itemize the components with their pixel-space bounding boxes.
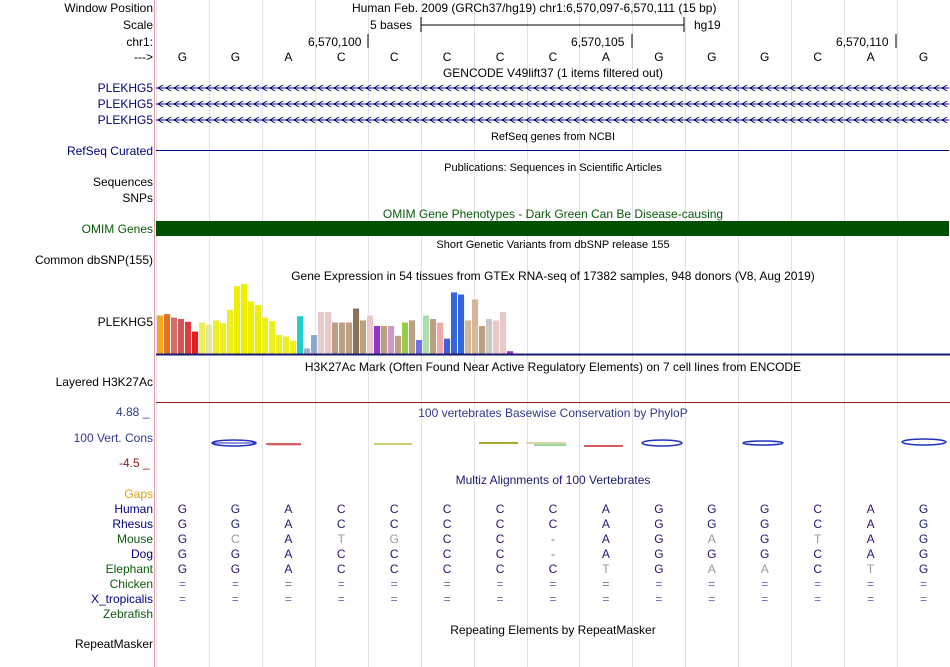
alignment-base: = xyxy=(602,592,610,606)
repeatmasker-track-title[interactable]: Repeating Elements by RepeatMasker xyxy=(450,623,656,637)
gtex-tissue-bar[interactable] xyxy=(402,323,408,355)
gtex-tissue-bar[interactable] xyxy=(318,312,324,354)
alignment-base: = xyxy=(814,592,822,606)
alignment-base: = xyxy=(655,577,663,591)
alignment-base: G xyxy=(654,562,664,576)
alignment-base: G xyxy=(760,517,770,531)
alignment-base: = xyxy=(761,577,769,591)
assembly-position-text: Human Feb. 2009 (GRCh37/hg19) chr1:6,570,097-6,570,111 (15 bp) xyxy=(352,1,717,15)
alignment-base: C xyxy=(495,517,505,531)
alignment-base: C xyxy=(813,502,822,516)
alignment-base: C xyxy=(813,517,822,531)
ruler-position-1: 6,570,100 xyxy=(308,35,362,49)
alignment-base: C xyxy=(548,502,558,516)
gencode-transcript-1[interactable] xyxy=(156,82,949,94)
alignment-base: = xyxy=(549,577,557,591)
phylop-min-label: -4.5 _ xyxy=(119,456,150,470)
alignment-base: C xyxy=(548,562,558,576)
alignment-base: A xyxy=(866,517,875,531)
alignment-base: G xyxy=(230,547,241,561)
alignment-base: A xyxy=(601,517,610,531)
alignment-base: C xyxy=(813,547,822,561)
alignment-base: = xyxy=(920,577,928,591)
alignment-base: G xyxy=(177,547,188,561)
gtex-tissue-bar[interactable] xyxy=(472,299,478,354)
gtex-tissue-bar[interactable] xyxy=(283,337,289,355)
alignment-base: G xyxy=(760,502,770,516)
alignment-base: A xyxy=(284,532,293,546)
window-position-label: Window Position xyxy=(64,1,153,15)
gtex-tissue-bar[interactable] xyxy=(451,292,457,354)
alignment-base: G xyxy=(177,517,188,531)
alignment-base: A xyxy=(284,502,293,516)
alignment-base: G xyxy=(230,502,241,516)
alignment-base: A xyxy=(760,562,769,576)
alignment-base: C xyxy=(495,547,505,561)
sequence-base: C xyxy=(813,50,822,64)
species-label-zebrafish[interactable]: Zebrafish xyxy=(102,607,153,621)
sequence-base: C xyxy=(389,50,399,64)
alignment-base: = xyxy=(761,592,769,606)
alignment-base: = xyxy=(390,592,398,606)
gtex-tissue-bar[interactable] xyxy=(444,339,450,354)
alignment-base: = xyxy=(814,577,822,591)
sequence-base: G xyxy=(760,50,770,64)
sequence-base: G xyxy=(918,50,929,64)
alignment-base: A xyxy=(284,517,293,531)
alignment-base: A xyxy=(707,562,716,576)
alignment-base: A xyxy=(866,532,875,546)
alignment-base: = xyxy=(867,592,875,606)
sequence-base: C xyxy=(495,50,505,64)
gtex-tissue-bar[interactable] xyxy=(374,326,380,354)
species-label-x_tropicalis[interactable]: X_tropicalis xyxy=(90,592,153,606)
alignment-base: A xyxy=(866,547,875,561)
gtex-tissue-bar[interactable] xyxy=(360,320,366,354)
alignment-base: = xyxy=(496,592,504,606)
gtex-tissue-bar[interactable] xyxy=(493,320,499,354)
alignment-base: C xyxy=(495,532,505,546)
phylop-peak-3 xyxy=(743,441,783,445)
alignment-base: C xyxy=(336,517,346,531)
alignment-base: G xyxy=(760,547,770,561)
species-label-elephant[interactable]: Elephant xyxy=(105,562,153,576)
alignment-base: C xyxy=(442,547,452,561)
alignment-base: T xyxy=(602,562,610,576)
alignment-base: G xyxy=(230,517,241,531)
gene-label-plekhg5-1[interactable]: PLEKHG5 xyxy=(97,81,153,95)
alignment-base: = xyxy=(337,592,345,606)
alignment-base: C xyxy=(442,562,452,576)
sequence-base: G xyxy=(177,50,188,64)
alignment-base: G xyxy=(230,562,241,576)
gtex-track-title[interactable]: Gene Expression in 54 tissues from GTEx RNA-seq of 17382 samples, 948 donors (V8, Aug 2019) xyxy=(291,269,815,283)
alignment-base: G xyxy=(654,517,664,531)
alignment-base: C xyxy=(389,547,399,561)
gtex-tissue-bar[interactable] xyxy=(248,302,254,355)
alignment-base: = xyxy=(390,577,398,591)
alignment-base: G xyxy=(918,532,929,546)
gtex-tissue-bar[interactable] xyxy=(185,322,191,354)
species-label-dog[interactable]: Dog xyxy=(130,547,153,561)
sidebar-divider xyxy=(154,0,155,667)
gtex-tissue-bar[interactable] xyxy=(409,320,415,354)
alignment-base: T xyxy=(866,562,875,576)
publications-track-title[interactable]: Publications: Sequences in Scientific Articles xyxy=(444,162,662,174)
alignment-base: C xyxy=(389,562,399,576)
alignment-base: C xyxy=(231,532,240,546)
gtex-tissue-bar[interactable] xyxy=(304,348,310,354)
alignment-base: C xyxy=(389,502,399,516)
gtex-tissue-bar[interactable] xyxy=(465,320,471,354)
alignment-base: = xyxy=(708,577,716,591)
alignment-base: C xyxy=(442,502,452,516)
gencode-track-title[interactable]: GENCODE V49lift37 (1 items filtered out) xyxy=(442,66,664,80)
alignment-base: G xyxy=(389,532,399,546)
snps-label[interactable]: SNPs xyxy=(122,191,153,205)
gene-label-plekhg5-2[interactable]: PLEKHG5 xyxy=(97,97,153,111)
sequence-base: A xyxy=(601,50,610,64)
alignment-base: = xyxy=(549,592,557,606)
gtex-tissue-bar[interactable] xyxy=(381,326,387,354)
alignment-base: G xyxy=(918,517,929,531)
gtex-tissue-bar[interactable] xyxy=(276,335,282,354)
species-label-rhesus[interactable]: Rhesus xyxy=(112,517,153,531)
alignment-base: = xyxy=(443,592,451,606)
refseq-label[interactable]: RefSeq Curated xyxy=(66,144,153,158)
alignment-base: C xyxy=(336,562,346,576)
gaps-label[interactable]: Gaps xyxy=(124,487,153,501)
alignment-base: C xyxy=(336,502,346,516)
gtex-tissue-bar[interactable] xyxy=(395,336,401,354)
alignment-base: G xyxy=(654,532,664,546)
phylop-label[interactable]: 100 Vert. Cons xyxy=(73,431,153,445)
refseq-line[interactable] xyxy=(156,150,949,152)
gtex-tissue-bar[interactable] xyxy=(353,309,359,355)
gtex-tissue-bar[interactable] xyxy=(269,321,275,354)
alignment-base: G xyxy=(760,532,770,546)
gtex-tissue-bar[interactable] xyxy=(241,284,247,354)
gtex-tissue-bar[interactable] xyxy=(367,316,373,355)
gtex-tissue-bar[interactable] xyxy=(290,341,296,354)
alignment-base: C xyxy=(813,562,822,576)
alignment-base: = xyxy=(867,577,875,591)
refseq-track-title[interactable]: RefSeq genes from NCBI xyxy=(490,131,616,143)
alignment-base: = xyxy=(284,592,292,606)
gene-label-plekhg5-3[interactable]: PLEKHG5 xyxy=(97,113,153,127)
alignment-base: G xyxy=(918,547,929,561)
gtex-tissue-bar[interactable] xyxy=(325,312,331,354)
gencode-transcript-2[interactable] xyxy=(156,98,949,110)
alignment-base: = xyxy=(443,577,451,591)
gtex-tissue-bar[interactable] xyxy=(171,318,177,354)
sequence-base: G xyxy=(230,50,241,64)
alignment-base: T xyxy=(337,532,345,546)
gtex-tissue-bar[interactable] xyxy=(157,316,163,355)
alignment-base: A xyxy=(601,547,610,561)
db-text: hg19 xyxy=(694,18,721,32)
alignment-base: A xyxy=(284,547,293,561)
alignment-base: A xyxy=(601,502,610,516)
alignment-base: = xyxy=(178,592,186,606)
strand-label: ---> xyxy=(134,50,153,64)
gtex-tissue-bar[interactable] xyxy=(213,320,219,354)
alignment-base: - xyxy=(551,532,555,546)
gtex-tissue-bar[interactable] xyxy=(164,314,170,354)
omim-track-title[interactable]: OMIM Gene Phenotypes - Dark Green Can Be Disease-causing xyxy=(382,207,724,221)
alignment-base: = xyxy=(655,592,663,606)
alignment-base: T xyxy=(813,532,822,546)
gtex-tissue-bar[interactable] xyxy=(297,316,303,354)
h3k27ac-label[interactable]: Layered H3K27Ac xyxy=(55,375,153,389)
alignment-base: = xyxy=(337,577,345,591)
alignment-base: A xyxy=(866,502,875,516)
alignment-base: C xyxy=(495,562,505,576)
gtex-tissue-bar[interactable] xyxy=(479,326,485,354)
gtex-tissue-bar[interactable] xyxy=(437,323,443,355)
h3k27ac-baseline[interactable] xyxy=(156,402,950,404)
gtex-expression-chart[interactable] xyxy=(156,284,950,358)
alignment-base: A xyxy=(284,562,293,576)
gtex-tissue-bar[interactable] xyxy=(423,316,429,355)
alignment-base: G xyxy=(177,502,188,516)
alignment-base: C xyxy=(495,502,505,516)
alignment-base: C xyxy=(442,532,452,546)
phylop-wiggle[interactable] xyxy=(156,434,950,454)
h3k27ac-track-title[interactable]: H3K27Ac Mark (Often Found Near Active Regulatory Elements) on 7 cell lines from ENCODE xyxy=(304,360,802,374)
chrom-label: chr1: xyxy=(126,35,153,49)
gtex-tissue-bar[interactable] xyxy=(262,318,268,354)
gtex-tissue-bar[interactable] xyxy=(388,326,394,354)
alignment-base: = xyxy=(231,577,239,591)
gtex-tissue-bar[interactable] xyxy=(458,295,464,355)
repeatmasker-label[interactable]: RepeatMasker xyxy=(74,637,153,651)
alignment-base: G xyxy=(654,547,664,561)
gtex-tissue-bar[interactable] xyxy=(234,286,240,354)
alignment-base: G xyxy=(707,517,717,531)
gencode-transcript-3[interactable] xyxy=(156,114,949,126)
sequence-base: A xyxy=(866,50,875,64)
sequence-base: G xyxy=(707,50,717,64)
alignment-base: C xyxy=(389,517,399,531)
gtex-tissue-bar[interactable] xyxy=(346,323,352,355)
phylop-peak-2 xyxy=(642,440,682,446)
ruler-position-3: 6,570,110 xyxy=(836,35,889,49)
alignment-base: = xyxy=(496,577,504,591)
dbsnp-label[interactable]: Common dbSNP(155) xyxy=(34,253,153,267)
sequence-base: C xyxy=(548,50,558,64)
sequence-base: C xyxy=(336,50,346,64)
gtex-tissue-bar[interactable] xyxy=(178,319,184,354)
sequence-base: G xyxy=(654,50,664,64)
alignment-base: G xyxy=(654,502,664,516)
sequence-base: C xyxy=(442,50,452,64)
phylop-peak-4 xyxy=(902,439,946,445)
alignment-base: G xyxy=(918,502,929,516)
scale-label: Scale xyxy=(122,18,153,32)
scale-text: 5 bases xyxy=(370,18,413,32)
gtex-tissue-bar[interactable] xyxy=(332,323,338,355)
gtex-tissue-bar[interactable] xyxy=(311,335,317,354)
multiz-track-title[interactable]: Multiz Alignments of 100 Vertebrates xyxy=(455,473,651,487)
omim-gene-bar[interactable] xyxy=(156,221,949,236)
gtex-tissue-bar[interactable] xyxy=(199,323,205,355)
alignment-base: = xyxy=(231,592,239,606)
alignment-base: G xyxy=(707,502,717,516)
species-label-chicken[interactable]: Chicken xyxy=(109,577,153,591)
phylop-dip-1 xyxy=(266,444,301,445)
alignment-base: = xyxy=(178,577,186,591)
alignment-base: A xyxy=(601,532,610,546)
gtex-tissue-bar[interactable] xyxy=(430,319,436,354)
alignment-base: = xyxy=(920,592,928,606)
species-label-mouse[interactable]: Mouse xyxy=(116,532,153,546)
phylop-track-title[interactable]: 100 vertebrates Basewise Conservation by PhyloP xyxy=(418,406,688,420)
alignment-base: G xyxy=(707,547,717,561)
ruler-position-2: 6,570,105 xyxy=(571,35,625,49)
alignment-base: = xyxy=(708,592,716,606)
alignment-base: C xyxy=(336,547,346,561)
species-label-human[interactable]: Human xyxy=(114,502,153,516)
phylop-peak-1 xyxy=(212,440,256,446)
alignment-base: C xyxy=(548,517,558,531)
alignment-base: G xyxy=(177,532,188,546)
alignment-base: = xyxy=(602,577,610,591)
alignment-base: = xyxy=(284,577,292,591)
sequences-label[interactable]: Sequences xyxy=(92,175,153,189)
alignment-base: - xyxy=(551,547,555,561)
gtex-tissue-bar[interactable] xyxy=(416,340,422,354)
gtex-tissue-bar[interactable] xyxy=(486,319,492,354)
gtex-tissue-bar[interactable] xyxy=(192,332,198,354)
gtex-tissue-bar[interactable] xyxy=(227,310,233,354)
omim-label[interactable]: OMIM Genes xyxy=(81,222,153,236)
gtex-tissue-bar[interactable] xyxy=(500,312,506,354)
ruler-ticks xyxy=(0,0,950,50)
alignment-base: G xyxy=(177,562,188,576)
alignment-base: A xyxy=(707,532,716,546)
gtex-tissue-bar[interactable] xyxy=(339,323,345,355)
gtex-tissue-bar[interactable] xyxy=(255,305,261,354)
sequence-base: A xyxy=(284,50,293,64)
phylop-max-label: 4.88 _ xyxy=(116,405,150,419)
alignment-base: C xyxy=(442,517,452,531)
gtex-gene-label[interactable]: PLEKHG5 xyxy=(97,315,153,329)
gtex-tissue-bar[interactable] xyxy=(206,325,212,354)
dbsnp-track-title[interactable]: Short Genetic Variants from dbSNP release 155 xyxy=(436,239,670,251)
alignment-base: G xyxy=(918,562,929,576)
gtex-tissue-bar[interactable] xyxy=(220,323,226,354)
